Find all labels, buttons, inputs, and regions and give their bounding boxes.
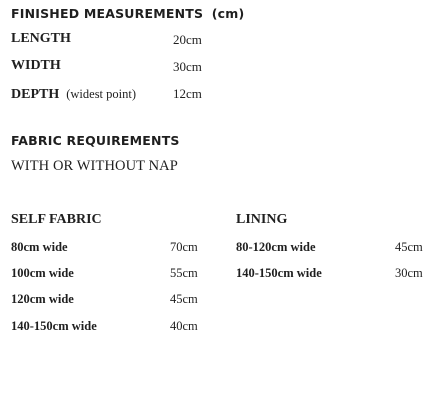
width-label: WIDTH xyxy=(11,58,61,73)
finished-measurements-title: FINISHED MEASUREMENTS xyxy=(11,6,204,21)
lining-row-value: 45cm xyxy=(395,240,423,254)
self-fabric-row-value: 70cm xyxy=(170,240,198,254)
fabric-requirements-heading: FABRIC REQUIREMENTS xyxy=(11,133,180,148)
width-value: 30cm xyxy=(173,59,202,74)
self-fabric-row-value: 40cm xyxy=(170,319,198,333)
length-value: 20cm xyxy=(173,32,202,47)
lining-row-value: 30cm xyxy=(395,266,423,280)
depth-note: (widest point) xyxy=(66,87,137,101)
lining-row-label: 80-120cm wide xyxy=(236,240,316,254)
lining-row-label: 140-150cm wide xyxy=(236,266,322,280)
self-fabric-row-value: 45cm xyxy=(170,292,198,306)
depth-value: 12cm xyxy=(173,86,202,101)
finished-measurements-unit: (cm) xyxy=(211,6,245,21)
self-fabric-row-label: 80cm wide xyxy=(11,240,68,254)
self-fabric-row-label: 120cm wide xyxy=(11,292,74,306)
self-fabric-heading: SELF FABRIC xyxy=(11,212,102,227)
self-fabric-row-label: 100cm wide xyxy=(11,266,74,280)
finished-measurements-heading xyxy=(11,6,244,21)
lining-heading: LINING xyxy=(236,212,288,227)
self-fabric-row-value: 55cm xyxy=(170,266,198,280)
self-fabric-row-label: 140-150cm wide xyxy=(11,319,97,333)
depth-label-group xyxy=(11,85,136,103)
nap-note: WITH OR WITHOUT NAP xyxy=(11,158,178,174)
depth-label: DEPTH xyxy=(11,87,60,102)
length-label: LENGTH xyxy=(11,31,71,46)
